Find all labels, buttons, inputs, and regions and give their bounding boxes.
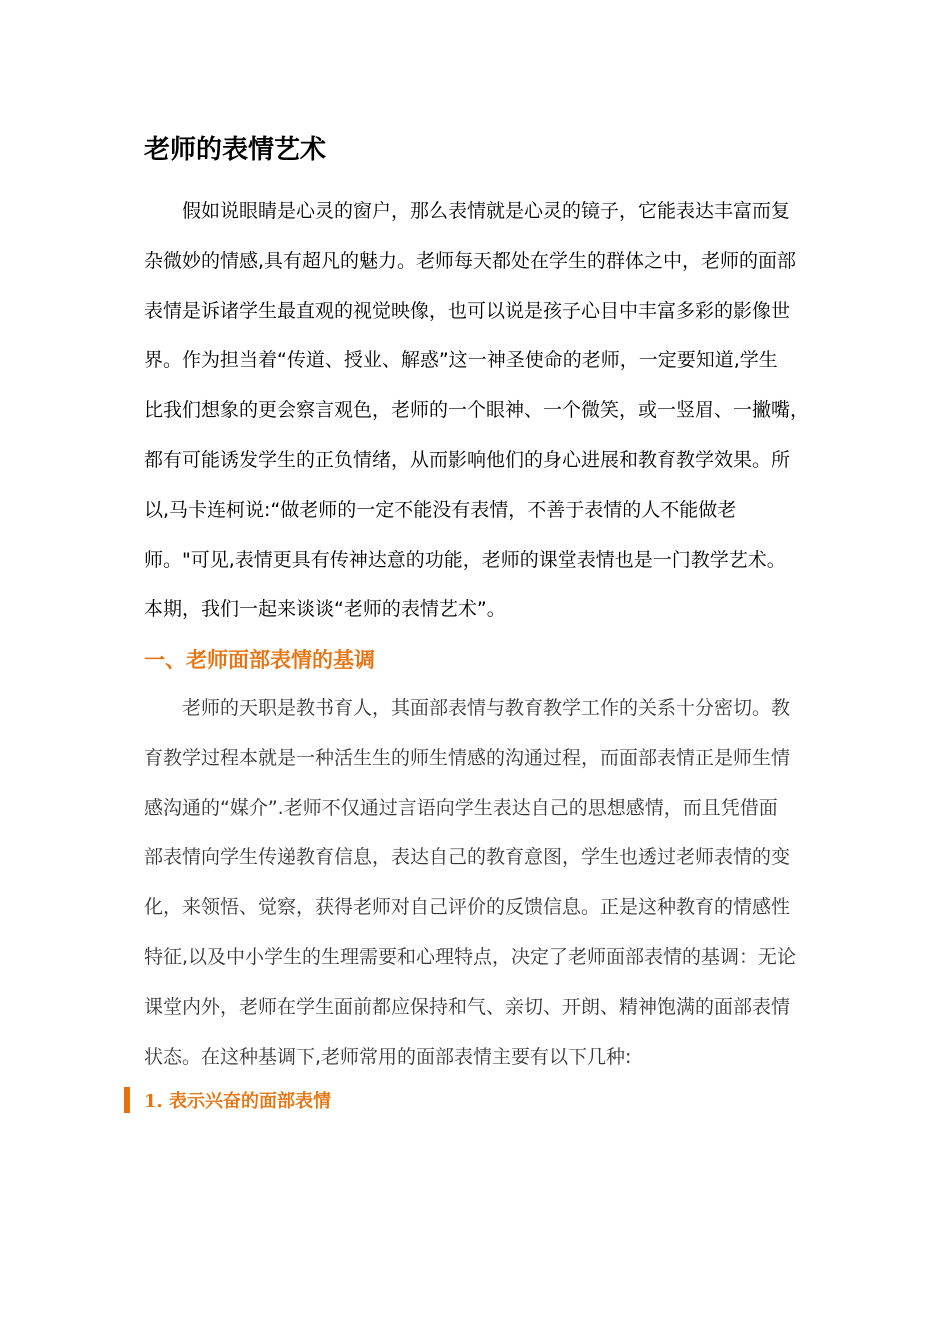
section-line: 特征,以及中小学生的生理需要和心理特点，决定了老师面部表情的基调：无论 bbox=[144, 945, 797, 968]
section-line: 状态。在这种基调下,老师常用的面部表情主要有以下几种: bbox=[144, 1045, 632, 1068]
intro-line: 表情是诉诸学生最直观的视觉映像，也可以说是孩子心目中丰富多彩的影像世 bbox=[144, 299, 791, 322]
accent-bar bbox=[124, 1087, 130, 1113]
section-line: 老师的天职是教书育人，其面部表情与教育教学工作的关系十分密切。教 bbox=[144, 697, 791, 719]
intro-line: 以,马卡连柯说:“做老师的一定不能没有表情，不善于表情的人不能做老 bbox=[144, 498, 737, 521]
section-line: 感沟通的“媒介”.老师不仅通过言语向学生表达自己的思想感情，而且凭借面 bbox=[144, 796, 778, 819]
subsection-heading-text: 1. 表示兴奋的面部表情 bbox=[144, 1091, 332, 1112]
intro-paragraph bbox=[144, 187, 820, 635]
section-line: 化，来领悟、觉察，获得老师对自己评价的反馈信息。正是这种教育的情感性 bbox=[144, 896, 791, 919]
subsection-heading bbox=[124, 1086, 331, 1114]
intro-line: 都有可能诱发学生的正负情绪，从而影响他们的身心进展和教育教学效果。所 bbox=[144, 448, 791, 471]
section-line: 课堂内外，老师在学生面前都应保持和气、亲切、开朗、精神饱满的面部表情 bbox=[144, 995, 791, 1018]
intro-line: 本期，我们一起来谈谈“老师的表情艺术”。 bbox=[144, 598, 506, 621]
section-paragraph bbox=[144, 684, 820, 1082]
section-line: 部表情向学生传递教育信息，表达自己的教育意图，学生也透过老师表情的变 bbox=[144, 846, 791, 869]
intro-line: 比我们想象的更会察言观色，老师的一个眼神、一个微笑，或一竖眉、一撇嘴， bbox=[144, 399, 810, 422]
intro-line: 假如说眼睛是心灵的窗户，那么表情就是心灵的镜子，它能表达丰富而复 bbox=[144, 200, 791, 222]
section-line: 育教学过程本就是一种活生生的师生情感的沟通过程，而面部表情正是师生情 bbox=[144, 746, 791, 769]
section-heading: 一、老师面部表情的基调 bbox=[144, 648, 375, 672]
document-title: 老师的表情艺术 bbox=[144, 135, 327, 165]
intro-line: 杂微妙的情感,具有超凡的魅力。老师每天都处在学生的群体之中，老师的面部 bbox=[144, 249, 797, 272]
intro-line: 界。作为担当着“传道、授业、解惑”这一神圣使命的老师，一定要知道,学生 bbox=[144, 349, 778, 372]
intro-line: 师。"可见,表情更具有传神达意的功能，老师的课堂表情也是一门教学艺术。 bbox=[144, 548, 786, 571]
